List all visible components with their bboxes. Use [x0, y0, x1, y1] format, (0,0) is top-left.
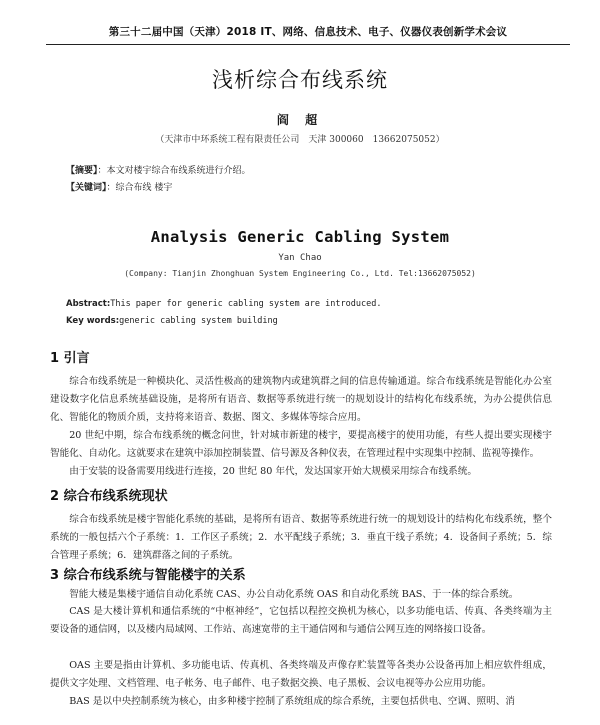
- section-paragraph: CAS 是大楼计算机和通信系统的“中枢神经”，它包括以程控交换机为核心，以多功能电话、传真、各类终端为主要设备的通信网，以及楼内局域网、工作站、高速宽带的主干通信网和与通信公网互连的网络接口设备。: [50, 606, 552, 635]
- english-abstract-text: This paper for generic cabling system are introduced.: [110, 299, 382, 309]
- section-heading-intro: 1 引言: [50, 351, 90, 366]
- section-paragraph: BAS 是以中央控制系统为核心，由多种楼宇控制了系统组成的综合系统，主要包括供电、空调、照明、消: [69, 696, 515, 707]
- section-paragraph: 智能大楼是集楼宇通信自动化系统 CAS、办公自动化系统 OAS 和自动化系统 BAS、于一体的综合系统。: [69, 589, 519, 600]
- running-header: 第三十二届中国（天津）2018 IT、网络、信息技术、电子、仪器仪表创新学术会议: [108, 26, 508, 38]
- section-paragraph: OAS 主要是指由计算机、多功能电话、传真机、各类终端及声像存贮装置等各类办公设备再加上相应软件组成，提供文字处理、文档管理、电子帐务、电子邮件、电子数据交换、电子黑板、会议电视等办公应用功能。: [50, 660, 552, 689]
- english-author: Yan Chao: [278, 253, 322, 263]
- english-keywords: [66, 316, 278, 326]
- english-title: Analysis Generic Cabling System: [150, 228, 450, 246]
- chinese-title: 浅析综合布线系统: [212, 68, 388, 92]
- english-affiliation: (Company: Tianjin Zhonghuan System Engineering Co., Ltd. Tel:13662075052): [124, 269, 476, 278]
- header-rule: [46, 44, 570, 45]
- section-paragraph: 综合布线系统是一种模块化、灵活性极高的建筑物内或建筑群之间的信息传输通道。综合布线系统是智能化办公室建设数字化信息系统基础设施，是将所有语音、数据等系统进行统一的规划设计的结构化布线系统，为办公提供信息化、智能化的物质介质，支持将来语音、数据、图文、多媒体等综合应用。: [50, 376, 552, 423]
- chinese-abstract-label: 【摘要】: [66, 166, 98, 176]
- section-paragraph: 由于安装的设备需要用线进行连接，20 世纪 80 年代，发达国家开始大规模采用综合布线系统。: [69, 466, 477, 477]
- chinese-keywords-label: 【关键词】: [66, 183, 107, 193]
- english-abstract-label: Abstract:: [66, 299, 111, 309]
- section-heading-relationship: 3 综合布线系统与智能楼宇的关系: [50, 568, 246, 583]
- chinese-keywords-text: ：综合布线 楼宇: [106, 183, 173, 193]
- chinese-abstract-text: ：本文对楼宇综合布线系统进行介绍。: [97, 166, 251, 176]
- english-keywords-text: generic cabling system building: [119, 316, 278, 326]
- english-abstract: [66, 299, 381, 309]
- chinese-author: 阎 超: [276, 113, 324, 127]
- section-heading-status: 2 综合布线系统现状: [50, 489, 168, 504]
- chinese-abstract: [66, 163, 251, 176]
- chinese-keywords: [66, 180, 172, 193]
- section-paragraph: 20 世纪中期，综合布线系统的概念问世，针对城市新建的楼宇，要提高楼宇的使用功能，有些人提出要实现楼宇智能化、自动化。这就要求在建筑中添加控制装置、信号源及各种仪表，在管理过程中实现集中控制、监视等操作。: [50, 430, 552, 459]
- chinese-affiliation: （天津市中环系统工程有限责任公司 天津 300060 13662075052）: [155, 135, 445, 145]
- section-paragraph: 综合布线系统是楼宇智能化系统的基础，是将所有语音、数据等系统进行统一的规划设计的结构化布线系统，整个系统的一般包括六个子系统：1．工作区子系统；2．水平配线子系统；3．垂直干线子系统；4．设备间子系统；5．综合管理子系统；6．建筑群落之间的子系统。: [50, 514, 552, 561]
- english-keywords-label: Key words:: [66, 316, 120, 326]
